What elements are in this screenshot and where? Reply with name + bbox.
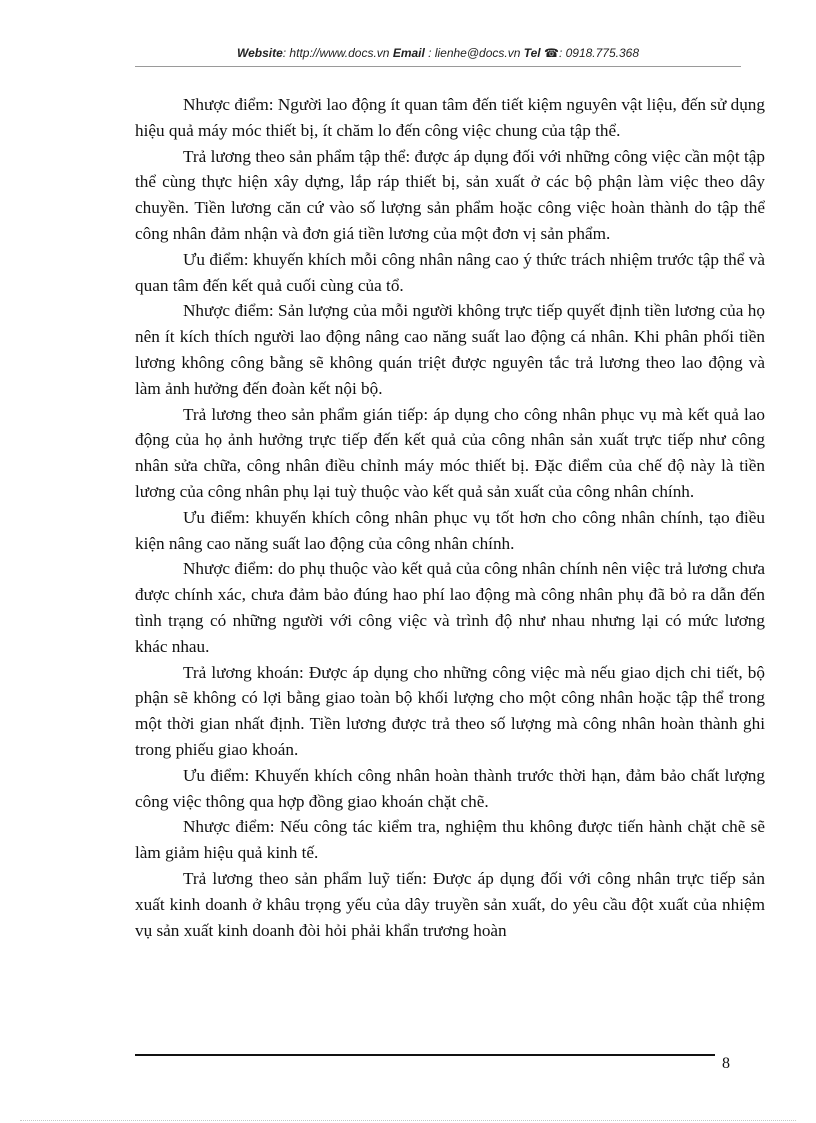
page-bottom-border: [20, 1120, 796, 1121]
paragraph: Ưu điểm: khuyến khích công nhân phục vụ tốt hơn cho công nhân chính, tạo điều kiện nâng cao năng suất lao động của công nhân chính.: [135, 507, 765, 553]
paragraph: Nhược điểm: Sản lượng của mỗi người không trực tiếp quyết định tiền lương của họ nên ít kích thích người lao động nâng cao năng suất lao động cá nhân. Khi phân phối tiền lương không công bằng sẽ không quán triệt được nguyên tắc trả lương theo lao động và làm ảnh hưởng đến đoàn kết nội bộ.: [135, 301, 765, 398]
tel-label: Tel: [523, 46, 541, 60]
page-number: 8: [722, 1055, 730, 1072]
paragraph: Trả lương khoán: Được áp dụng cho những công việc mà nếu giao dịch chi tiết, bộ phận sẽ không có lợi bằng giao toàn bộ khối lượng cho một công nhân hoặc tập thể trong một thời gian nhất định. Tiền lương được trả theo số lượng mà công nhân hoàn thành ghi trong phiếu giao khoán.: [135, 662, 765, 759]
paragraph: Nhược điểm: do phụ thuộc vào kết quả của công nhân chính nên việc trả lương chưa được chính xác, chưa đảm bảo đúng hao phí lao động mà công nhân phụ đã bỏ ra dẫn đến tình trạng có những người với công việc và trình độ như nhau nhưng lại có mức lương khác nhau.: [135, 559, 765, 656]
email-address: : lienhe@docs.vn: [424, 46, 524, 60]
website-url: : http://www.docs.vn: [282, 46, 393, 60]
paragraph: Trả lương theo sản phẩm gián tiếp: áp dụng cho công nhân phục vụ mà kết quả lao động của họ ảnh hưởng trực tiếp đến kết quả của công nhân sản xuất trực tiếp như công nhân sửa chữa, công nhân điều chỉnh máy móc thiết bị. Đặc điểm của chế độ này là tiền lương của công nhân phụ lại tuỳ thuộc vào kết quả sản xuất của công nhân chính.: [135, 404, 765, 501]
paragraph: Nhược điểm: Nếu công tác kiểm tra, nghiệm thu không được tiến hành chặt chẽ sẽ làm giảm hiệu quả kinh tế.: [135, 817, 765, 863]
paragraph: Nhược điểm: Người lao động ít quan tâm đến tiết kiệm nguyên vật liệu, đến sử dụng hiệu quả máy móc thiết bị, ít chăm lo đến công việc chung của tập thể.: [135, 95, 765, 140]
email-label: Email: [392, 46, 425, 60]
paragraph: Trả lương theo sản phẩm tập thể: được áp dụng đối với những công việc cần một tập thể cùng thực hiện xây dựng, lắp ráp thiết bị, sản xuất ở các bộ phận làm việc theo dây chuyền. Tiền lương căn cứ vào số lượng sản phẩm hoặc công việc hoàn thành do tập thể công nhân đảm nhận và đơn giá tiền lương của một đơn vị sản phẩm.: [135, 146, 765, 243]
page-header: [135, 46, 741, 60]
body-text: [135, 92, 765, 943]
tel-number: : 0918.775.368: [558, 46, 640, 60]
paragraph: Ưu điểm: khuyến khích mỗi công nhân nâng cao ý thức trách nhiệm trước tập thể và quan tâm đến kết quả cuối cùng của tổ.: [135, 249, 765, 295]
paragraph: Trả lương theo sản phẩm luỹ tiến: Được áp dụng đối với công nhân trực tiếp sản xuất kinh doanh ở khâu trọng yếu của dây truyền sản xuất, do yêu cầu đột xuất của nhiệm vụ sản xuất kinh doanh đòi hỏi phải khẩn trương hoàn: [135, 868, 765, 940]
footer-divider: [135, 1054, 715, 1056]
website-label: Website: [236, 46, 283, 60]
paragraph: Ưu điểm: Khuyến khích công nhân hoàn thành trước thời hạn, đảm bảo chất lượng công việc thông qua hợp đồng giao khoán chặt chẽ.: [135, 765, 765, 811]
header-divider: [135, 66, 741, 67]
phone-icon: ☎: [543, 46, 559, 60]
